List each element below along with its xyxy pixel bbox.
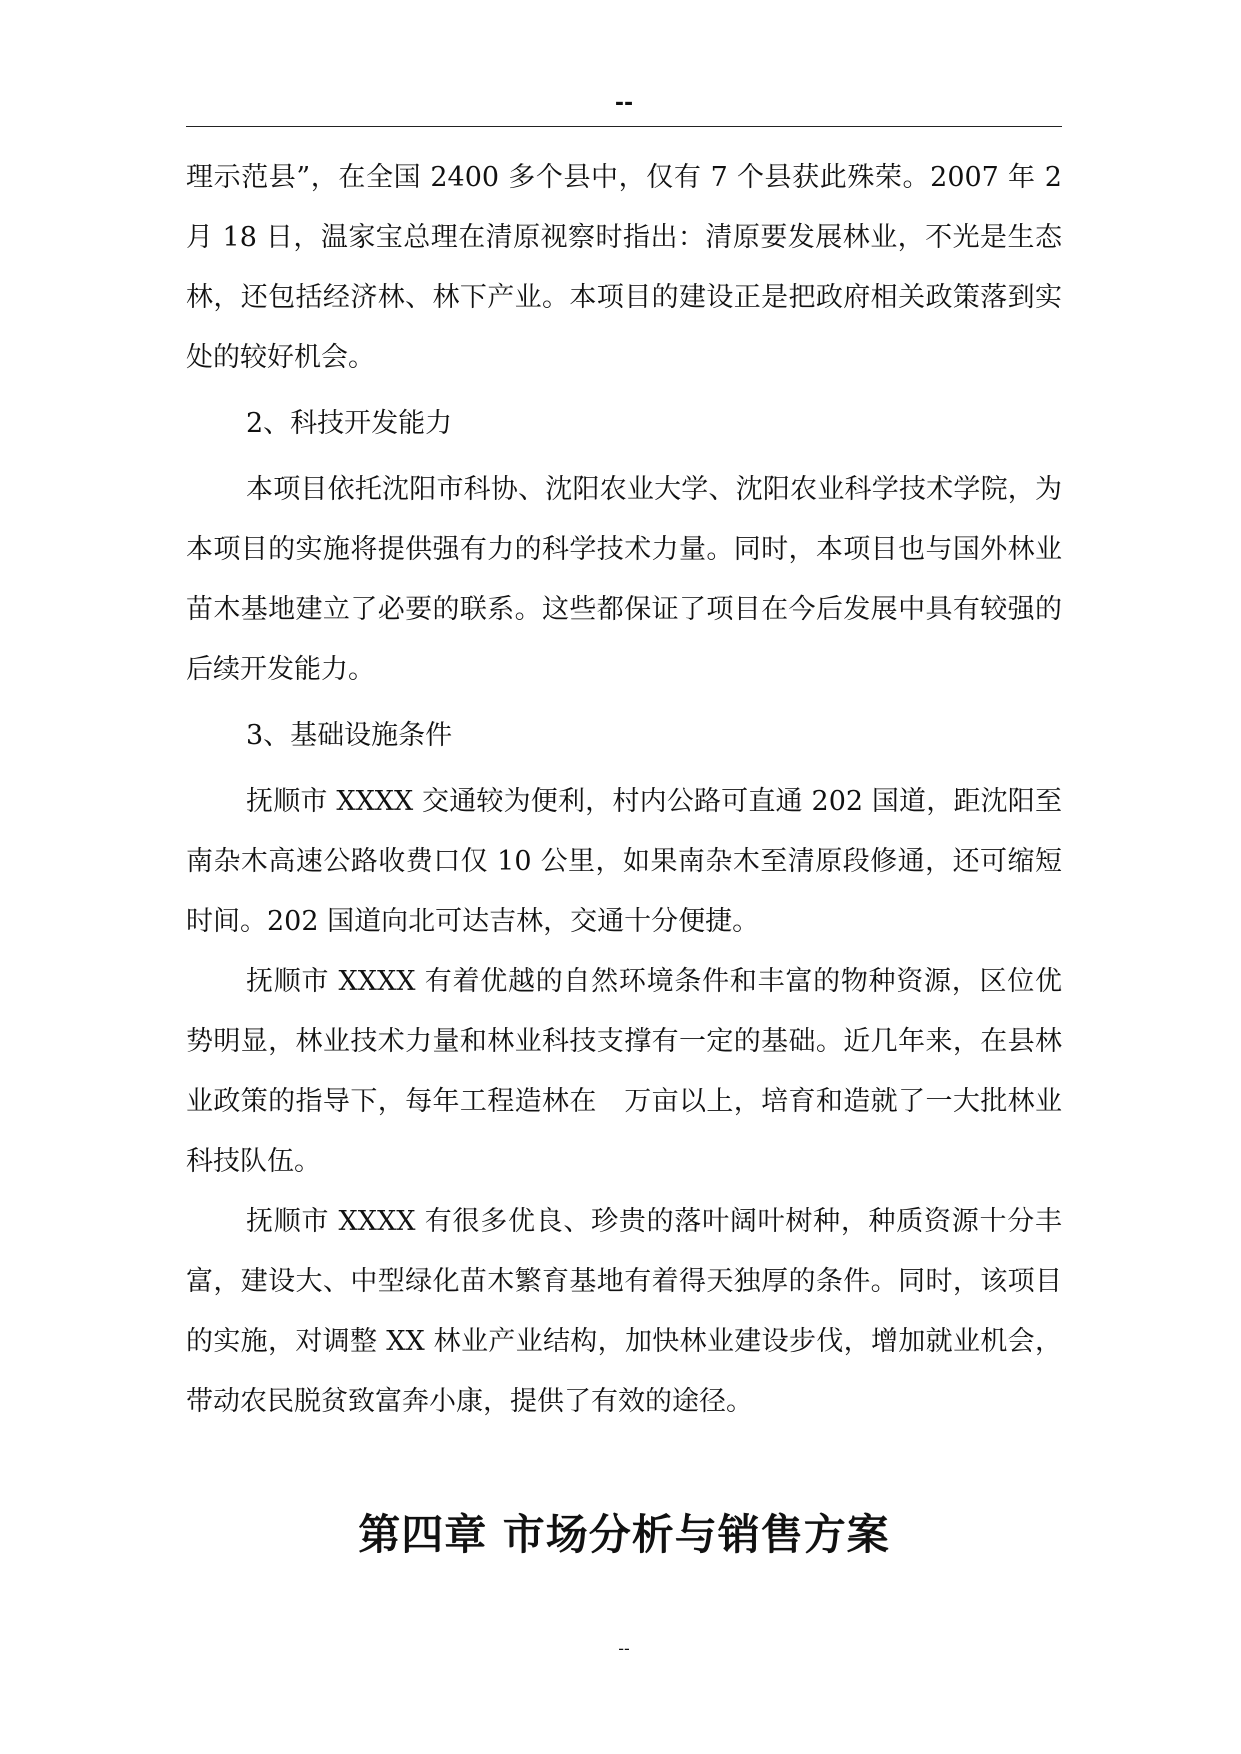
page-footer-mark: --	[618, 1639, 630, 1658]
body-text	[186, 148, 1062, 1432]
section-heading-infrastructure: 3、基础设施条件	[246, 720, 453, 751]
paragraph-tech-capability: 本项目依托沈阳市科协、沈阳农业大学、沈阳农业科学技术学院，为本项目的实施将提供强有力的科学技术力量。同时，本项目也与国外林业苗木基地建立了必要的联系。这些都保证了项目在今后发展中具有较强的后续开发能力。	[186, 474, 1062, 685]
paragraph-tree-species: 抚顺市 XXXX 有很多优良、珍贵的落叶阔叶树种，种质资源十分丰富，建设大、中型绿化苗木繁育基地有着得天独厚的条件。同时，该项目的实施，对调整 XX 林业产业结构，加快林业建设步伐，增加就业机会，带动农民脱贫致富奔小康，提供了有效的途径。	[186, 1206, 1062, 1417]
header-divider	[186, 126, 1062, 127]
chapter-title: 第四章 市场分析与销售方案	[358, 1510, 890, 1559]
paragraph-natural-conditions: 抚顺市 XXXX 有着优越的自然环境条件和丰富的物种资源，区位优势明显，林业技术力量和林业科技支撑有一定的基础。近几年来，在县林业政策的指导下，每年工程造林在 万亩以上，培育和造就了一大批林业科技队伍。	[186, 966, 1062, 1177]
paragraph-transport: 抚顺市 XXXX 交通较为便利，村内公路可直通 202 国道，距沈阳至南杂木高速公路收费口仅 10 公里，如果南杂木至清原段修通，还可缩短时间。202 国道向北可达吉林，交通十分便捷。	[186, 786, 1062, 937]
page-header-mark: --	[614, 91, 634, 116]
paragraph-policy-continuation: 理示范县”，在全国 2400 多个县中，仅有 7 个县获此殊荣。2007 年 2 月 18 日，温家宝总理在清原视察时指出：清原要发展林业，不光是生态林，还包括经济林、林下产业。本项目的建设正是把政府相关政策落到实处的较好机会。	[186, 162, 1062, 373]
section-heading-tech-capability: 2、科技开发能力	[246, 408, 453, 439]
